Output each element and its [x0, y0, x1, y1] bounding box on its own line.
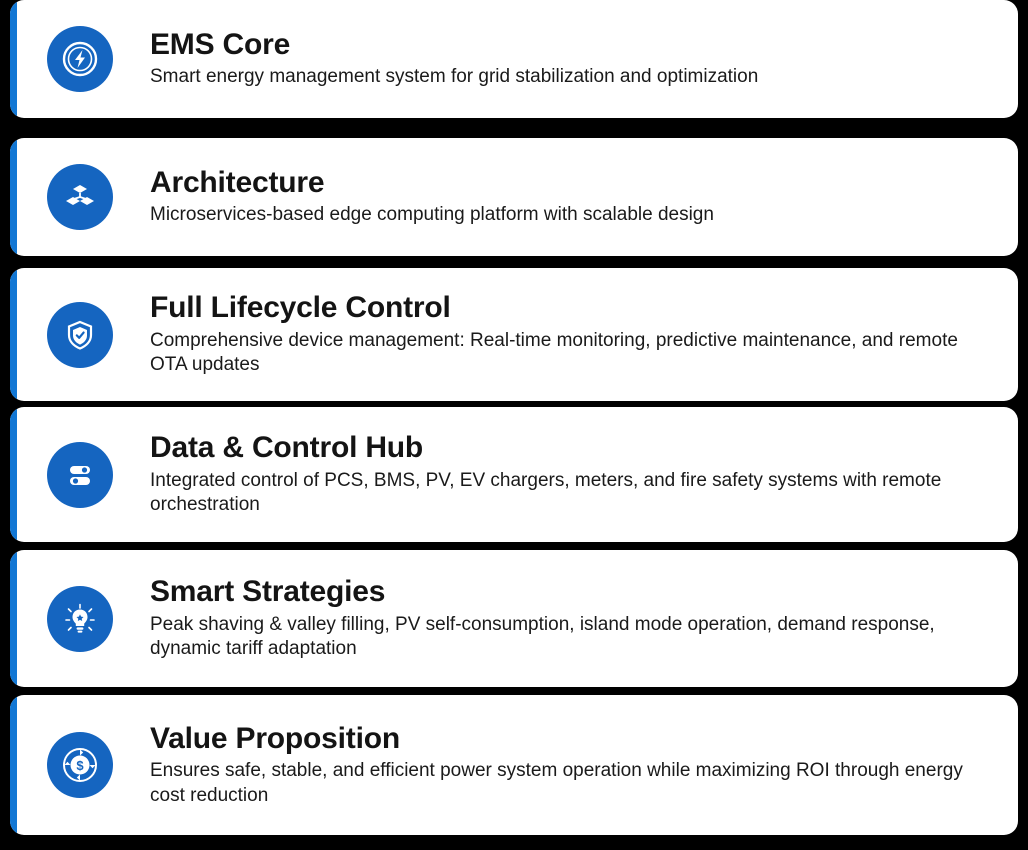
value-cycle-icon: [47, 732, 113, 798]
card-description: Comprehensive device management: Real-time monitoring, predictive maintenance, and remote OTA updates: [150, 329, 958, 376]
svg-text:$: $: [76, 758, 84, 773]
icon-container: [10, 164, 150, 230]
card-text: [150, 431, 1018, 518]
card-description: Integrated control of PCS, BMS, PV, EV chargers, meters, and fire safety systems with remote orchestration: [150, 469, 942, 516]
power-bolt-icon: [47, 26, 113, 92]
spacer: [0, 542, 1028, 550]
spacer: [0, 256, 1028, 268]
card-title: Value Proposition: [150, 721, 400, 755]
feature-card-smart-strategies: [10, 550, 1018, 687]
card-title: Architecture: [150, 165, 325, 199]
feature-card-data-control-hub: [10, 407, 1018, 542]
card-description: Smart energy management system for grid stabilization and optimization: [150, 66, 759, 88]
feature-card-ems-core: [10, 0, 1018, 118]
icon-container: [10, 302, 150, 368]
card-text: [150, 722, 1018, 809]
icon-container: [10, 442, 150, 508]
card-title: Smart Strategies: [150, 575, 386, 609]
icon-container: [10, 26, 150, 92]
shield-check-icon: [47, 302, 113, 368]
card-text: [150, 575, 1018, 662]
card-title: Full Lifecycle Control: [150, 291, 451, 325]
card-text: [150, 291, 1018, 378]
icon-container: [10, 586, 150, 652]
card-text: [150, 28, 1018, 90]
lightbulb-gear-icon: [47, 586, 113, 652]
icon-container: [10, 732, 150, 798]
sliders-toggle-icon: [47, 442, 113, 508]
spacer: [0, 118, 1028, 138]
feature-card-full-lifecycle-control: [10, 268, 1018, 401]
card-description: Microservices-based edge computing platform with scalable design: [150, 204, 714, 226]
card-title: Data & Control Hub: [150, 431, 424, 465]
feature-card-value-proposition: [10, 695, 1018, 835]
card-text: [150, 166, 1018, 228]
card-title: EMS Core: [150, 27, 291, 61]
card-description: Peak shaving & valley filling, PV self-consumption, island mode operation, demand response, dynamic tariff adaptation: [150, 613, 935, 660]
feature-card-architecture: [10, 138, 1018, 256]
card-description: Ensures safe, stable, and efficient power system operation while maximizing ROI through energy cost reduction: [150, 760, 963, 806]
spacer: [0, 687, 1028, 695]
modules-cube-icon: [47, 164, 113, 230]
